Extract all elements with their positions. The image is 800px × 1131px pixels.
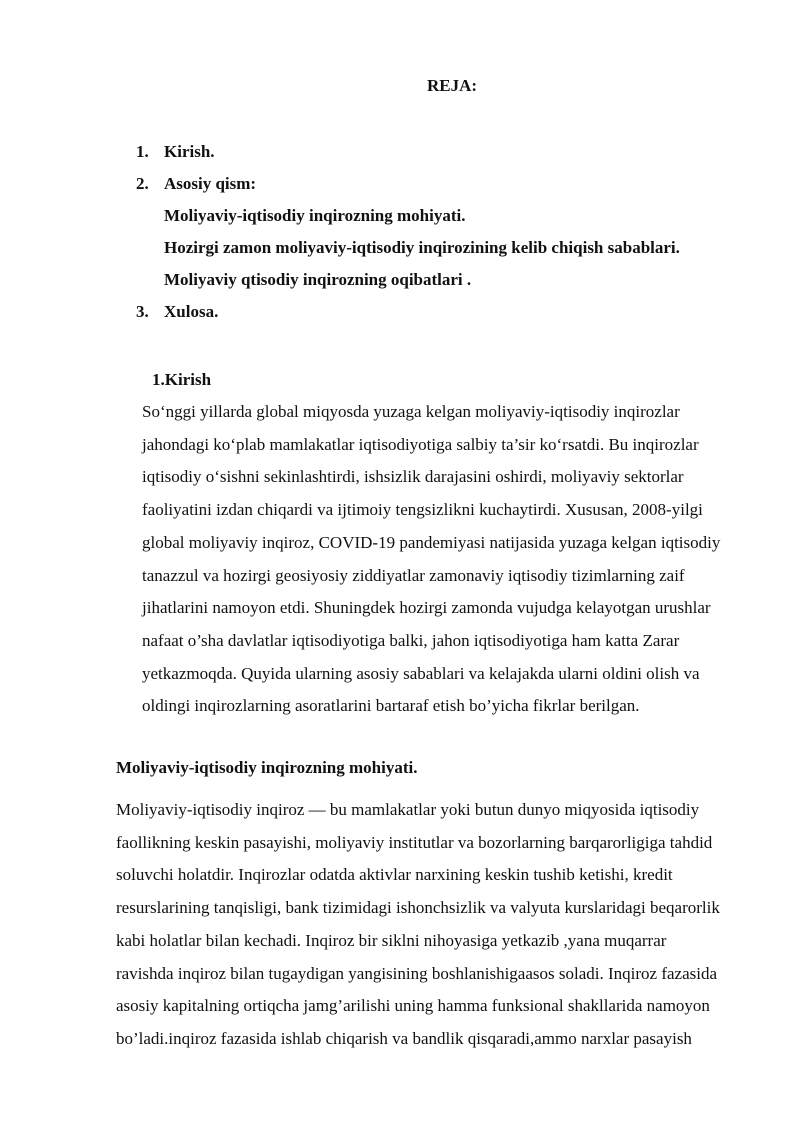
plan-item-text: Asosiy qism: bbox=[164, 174, 257, 193]
text-line: iqtisodiy o‘sishni sekinlashtirdi, ishsizlik darajasini oshirdi, moliyaviy sektorlar bbox=[142, 467, 684, 487]
plan-subitem bbox=[136, 237, 680, 269]
plan-subitem bbox=[136, 205, 680, 237]
plan-item bbox=[136, 301, 680, 333]
text-line: yetkazmoqda. Quyida ularning asosiy sabablari va kelajakda ularni oldini olish va bbox=[142, 663, 700, 683]
section-heading: Moliyaviy-iqtisodiy inqirozning mohiyati. bbox=[116, 758, 418, 777]
plan-item-number: 1. bbox=[136, 142, 149, 161]
page-title: REJA: bbox=[426, 76, 478, 95]
plan-item-text: Xulosa. bbox=[164, 302, 219, 321]
text-line: jahondagi ko‘plab mamlakatlar iqtisodiyotiga salbiy ta’sir ko‘rsatdi. Bu inqirozlar bbox=[142, 434, 699, 454]
plan-subitem-text: Moliyaviy-iqtisodiy inqirozning mohiyati. bbox=[164, 206, 466, 225]
plan-subitem bbox=[136, 269, 680, 301]
intro-paragraph bbox=[116, 396, 736, 723]
text-line: ravishda inqiroz bilan tugaydigan yangisining boshlanishigaasos soladi. Inqiroz fazasida bbox=[116, 963, 718, 983]
text-line: nafaat o’sha davlatlar iqtisodiyotiga balki, jahon iqtisodiyotiga ham katta Zarar bbox=[142, 630, 680, 650]
text-line: faoliyatini izdan chiqardi va ijtimoiy tengsizlikni kuchaytirdi. Xususan, 2008-yilgi bbox=[142, 500, 703, 520]
plan-subitem-text: Hozirgi zamon moliyaviy-iqtisodiy inqirozining kelib chiqish sabablari. bbox=[164, 238, 680, 257]
text-line: Moliyaviy-iqtisodiy inqiroz — bu mamlakatlar yoki butun dunyo miqyosida iqtisodiy bbox=[116, 800, 700, 819]
text-line: asosiy kapitalning ortiqcha jamg’arilishi uning hamma funksional shakllarida namoyon bbox=[116, 996, 710, 1016]
text-line: resurslarining tanqisligi, bank tizimidagi ishonchsizlik va valyuta kurslaridagi beqarorlik bbox=[116, 898, 720, 918]
text-line: tanazzul va hozirgi geosiyosiy ziddiyatlar zamonaviy iqtisodiy tizimlarning zaif bbox=[142, 565, 685, 585]
text-line: global moliyaviy inqiroz, COVID-19 pandemiyasi natijasida yuzaga kelgan iqtisodiy bbox=[142, 532, 721, 552]
text-line: faollikning keskin pasayishi, moliyaviy institutlar va bozorlarning barqarorligiga tahdid bbox=[116, 832, 713, 852]
plan-item bbox=[136, 141, 680, 173]
plan-subitem-text: Moliyaviy qtisodiy inqirozning oqibatlari . bbox=[164, 270, 472, 289]
text-line: jihatlarini namoyon etdi. Shuningdek hozirgi zamonda vujudga kelayotgan urushlar bbox=[142, 598, 711, 618]
text-line: oldingi inqirozlarning asoratlarini bartaraf etish bo’yicha fikrlar berilgan. bbox=[142, 696, 640, 716]
intro-heading: 1.Kirish bbox=[152, 370, 212, 389]
text-line: kabi holatlar bilan kechadi. Inqiroz bir siklni nihoyasiga yetkazib ,yana muqarrar bbox=[116, 930, 667, 950]
plan-list bbox=[136, 141, 680, 333]
section-paragraph bbox=[116, 794, 736, 1056]
plan-item-number: 3. bbox=[136, 302, 149, 321]
plan-item-number: 2. bbox=[136, 174, 149, 193]
plan-item bbox=[136, 173, 680, 205]
plan-item-text: Kirish. bbox=[164, 142, 215, 161]
text-line: bo’ladi.inqiroz fazasida ishlab chiqarish va bandlik qisqaradi,ammo narxlar pasayish bbox=[116, 1028, 692, 1048]
text-line: So‘nggi yillarda global miqyosda yuzaga kelgan moliyaviy-iqtisodiy inqirozlar bbox=[142, 402, 680, 421]
text-line: soluvchi holatdir. Inqirozlar odatda aktivlar narxining keskin tushib ketishi, kredit bbox=[116, 865, 673, 885]
